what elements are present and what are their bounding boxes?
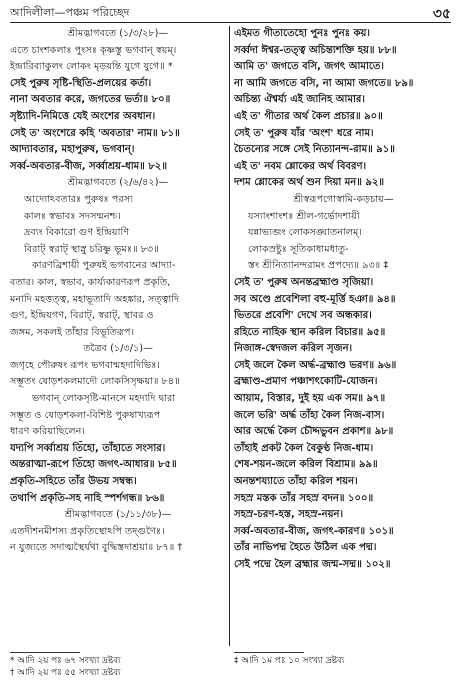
text-line: ভগবান্‌ লোকসৃষ্টি-মানসে মহদাদি দ্বারা — [32, 393, 176, 405]
footnote: ‡ আদি ১ম পঃ ১০ সংখ্যা দ্রষ্টব্য — [234, 656, 345, 666]
source-citation: শ্রীমদ্ভাগবতে (১/১১/৩৮)— — [64, 509, 172, 521]
text-line: সম্ভূতং ষোড়শকলমাদৌ লোকসিসৃক্ষয়া॥ ৮৪॥ — [10, 376, 180, 388]
text-line: সেই জলে কৈল অর্দ্ধ-ব্রহ্মাণ্ড ভরণ॥ ৯৬॥ — [234, 359, 397, 371]
text-line: প্রকৃতি-সহিতে তাঁর উভয় সম্বন্ধ। — [10, 476, 137, 488]
text-line: এতে চাংশকলাঃ পুংসঃ কৃষ্ণস্তু ভগবান্‌ স্বয়ম্‌। — [10, 44, 177, 56]
footnote-rule-right — [234, 652, 304, 653]
source-citation: শ্রীমদ্ভাগবতে (১/৩/২৮)— — [67, 28, 169, 39]
text-line: সব অণ্ডে প্রবেশিলা বহু-মূর্ত্তি হঞা॥ ৯৪॥ — [234, 293, 396, 305]
source-citation: তত্রৈব (১/৩/১)— — [83, 343, 153, 355]
footnotes-right — [234, 655, 344, 667]
column-divider — [229, 26, 230, 646]
text-line: যস্যাংশাংশঃ শ্রীল-গর্ভোদশায়ী — [248, 210, 360, 222]
text-line: সেই ত' অংশেরে কহি 'অবতার' নাম॥ ৮১॥ — [10, 127, 180, 139]
footnote-rule-left — [10, 652, 80, 653]
text-line: সহস্র-চরণ-হস্ত, সহস্র-নয়ন। — [234, 509, 344, 521]
text-line: সেই পদ্মে হৈল ব্রহ্মার জন্ম-সদ্ম॥ ১০২॥ — [234, 559, 391, 570]
text-line: আদ্যোঽবতারঃ পুরুষঃ পরস্য — [24, 193, 133, 205]
text-line: সেই ত' পুরুষ যাঁর 'অংশ' ধরে নাম। — [234, 127, 374, 139]
text-line: ইন্দ্রারিব্যাকুলং লোকং মৃড়য়ন্তি যুগে যুগে॥ * — [10, 61, 173, 73]
text-line: জলে ভরি' অর্দ্ধ তাঁহা কৈল নিজ-বাস। — [234, 409, 385, 421]
left-column — [10, 26, 226, 557]
text-line: আদ্যাবতার, মহাপুরুষ, ভগবান্‌। — [10, 144, 135, 156]
text-line: মনাদি মহত্তত্ত্ব, মহাভূতাদি অহঙ্কার, সত্ত্বাদি — [10, 293, 180, 305]
page-header — [10, 2, 451, 22]
text-line: অচিন্ত্য ঐশ্বর্য্য এই জানিহ আমার। — [234, 94, 365, 106]
text-line: অন্তরাত্মা-রূপে তিঁহো জগৎ-আধার॥ ৮৫॥ — [10, 459, 177, 471]
text-line: আয়াম, বিস্তার, দুই হয় এক সম॥ ৯৭॥ — [234, 393, 386, 405]
text-line: সম্ভূত ও ষোড়শকলা-বিশিষ্ট পুরুষাখ্যরূপ — [10, 409, 161, 421]
text-line: না আমি জগতে বসি, না আমা জগতে॥ ৮৯॥ — [234, 77, 414, 89]
text-line: কারণব্রিশায়ী পুরুষই ভগবানের আদ্যা- — [32, 260, 176, 272]
text-line: সহস্র মস্তক তাঁর সহস্র বদন॥ ১০০॥ — [234, 492, 374, 504]
text-line: সেই ত' পুরুষ অনন্তব্রহ্মাণ্ড সৃজিয়া। — [234, 276, 374, 288]
running-title: আদিলীলা—পঞ্চম পরিচ্ছেদ — [10, 6, 130, 19]
text-line: দ্রব্যং বিকারো গুণ ইন্দ্রিয়াণি — [24, 227, 130, 239]
text-line: বিরাট্‌ স্বরাট্‌ স্থাস্নু চরিষ্ণু ভূমঃ॥ ৮৩॥ — [24, 243, 159, 255]
footnote: * আদি ২য় পঃ ৬৭ সংখ্যা দ্রষ্টব্য — [10, 656, 121, 666]
text-line: সেই পুরুষ সৃষ্টি-স্থিতি-প্রলয়ের কর্তা। — [10, 77, 152, 89]
page-number: ৩৫ — [432, 6, 451, 22]
source-citation: শ্রীমদ্ভাগবতে (২/৬/৪২)— — [67, 177, 169, 189]
text-line: তাঁর নাভিপদ্ম হৈতে উঠিল এক পদ্ম। — [234, 542, 377, 554]
text-line: সর্ব্ব-অবতার-বীজ, জগৎ-কারণ॥ ১০১॥ — [234, 525, 394, 537]
text-line: স্তং শ্রীনিত্যানন্দরামং প্রপদ্যে॥ ৯৩॥ ‡ — [248, 260, 389, 272]
footnote: † আদি ২য় পঃ ৫৫ সংখ্যা দ্রষ্টব্য — [10, 668, 121, 678]
header-rule — [10, 22, 451, 23]
text-line: শেষ-শয়ন-জলে করিল বিশ্রাম॥ ৯৯॥ — [234, 459, 378, 471]
text-line: জঙ্গম, সকলই তাঁহার বিভূতিরূপ। — [10, 326, 135, 338]
text-line: যদ্যপি সর্ব্বাশ্রয় তিঁহো, তাঁহাতে সংসার। — [10, 442, 166, 454]
text-line: চৈতন্যের সঙ্গে সেই নিত্যানন্দ-রাম॥ ৯১॥ — [234, 144, 395, 156]
footnotes-left — [10, 655, 121, 679]
text-line: এই ত' গীতার অর্থ কৈল প্রচার॥ ৯০॥ — [234, 110, 383, 122]
text-line: আর অর্দ্ধে কৈল চৌদ্দভুবন প্রকাশ॥ ৯৮॥ — [234, 426, 394, 438]
text-line: দশম শ্লোকের অর্থ শুন দিয়া মন॥ ৯২॥ — [234, 177, 385, 189]
text-line: অনন্তশয্যাতে তাঁহা করিল শয়ন। — [234, 476, 358, 488]
text-line: লোকস্রষ্টুঃ সূতিকাধামধাতু- — [248, 243, 349, 255]
text-line: তথাপি প্রকৃতি-সহ নাহি স্পর্শগন্ধ॥ ৮৬॥ — [10, 492, 165, 504]
text-line: জগৃহে পৌরুষং রূপং ভগবান্মহদাদিভিঃ। — [10, 359, 160, 371]
text-line: এতদীশনমীশস্য প্রকৃতিস্থোঽপি তদ্‌গুণৈঃ। — [10, 525, 165, 537]
text-line: সর্ব্ব-অবতার-বীজ, সর্ব্বাশ্রয়-ধাম॥ ৮২॥ — [10, 160, 167, 172]
text-line: তাঁহাই প্রকট কৈল বৈকুণ্ঠ নিজ-ধাম। — [234, 442, 374, 454]
text-line: নিজাঙ্গ-স্বেদজল করিল সৃজন। — [234, 343, 353, 355]
text-line: ন যুজ্যতে সদাত্মস্থৈর্যথা বুদ্ধিস্তদাশ্রয়া॥ ৮৭॥ † — [10, 542, 183, 554]
text-line: সর্ব্বদা ঈশ্বর-তত্ত্ব অচিন্ত্যশক্তি হয়॥ ৮৮॥ — [234, 44, 397, 56]
text-line: বতার। কাল, স্বভাব, কার্য্যকারণরূপ প্রকৃতি, — [10, 276, 171, 288]
text-line: ধারণ করিয়াছিলেন। — [10, 426, 85, 438]
text-line: ব্রহ্মাণ্ড-প্রমাণ পঞ্চাশৎকোটি-যোজন। — [234, 376, 378, 388]
text-line: সৃষ্ট্যাদি-নিমিত্তে যেই অংশের অবধান। — [10, 110, 156, 122]
text-line: রহিতে নাহিক স্থান করিল বিচার॥ ৯৫॥ — [234, 326, 386, 338]
text-line: নানা অবতার করে, জগতের ভর্তা॥ ৮০॥ — [10, 94, 171, 106]
text-line: এই ত' নবম শ্লোকের অর্থ বিবরণ। — [234, 160, 367, 172]
source-citation: শ্রীস্বরূপগোস্বামি-কড়চায়— — [293, 193, 394, 205]
right-column — [234, 26, 453, 574]
text-line: ভিতরে প্রবেশি' দেখে সব অন্ধকার। — [234, 310, 372, 322]
text-line: যন্নাভ্যব্জং লোকসঙ্ঘাতনালম্‌। — [248, 227, 362, 239]
text-line: এইমত গীতাতেহো পুনঃ পুনঃ কয়। — [234, 28, 370, 39]
text-line: আমি ত' জগতে বসি, জগৎ আমাতে। — [234, 61, 384, 73]
text-line: কালঃ স্বভাবঃ সদসন্মনশ্চ। — [24, 210, 121, 222]
text-line: গুণ, ইন্দ্রিয়গণ, বিরাট্‌, স্বরাট্‌, স্থাবর ও — [10, 310, 154, 322]
